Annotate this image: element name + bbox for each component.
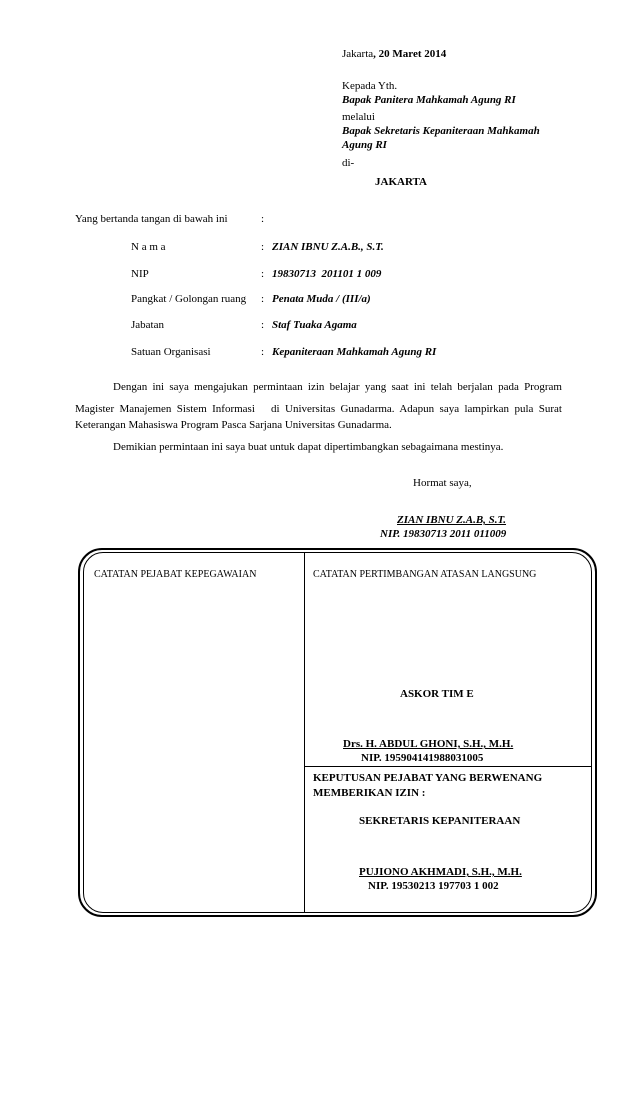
identity-label: Satuan Organisasi: [131, 346, 211, 358]
notes-box-inner-border: [83, 552, 592, 913]
body-line-2: Magister Manajemen Sistem Informasi di Universitas Gunadarma. Adapun saya lampirkan pula Surat: [75, 403, 562, 415]
left-heading: CATATAN PEJABAT KEPEGAWAIAN: [94, 569, 257, 580]
place-date-prefix: Jakarta: [342, 48, 374, 60]
decision-heading-line-1: KEPUTUSAN PEJABAT YANG BERWENANG: [313, 772, 543, 784]
body-paragraph-2: Demikian permintaan ini saya buat untuk dapat dipertimbangkan sebagaimana mestinya.: [113, 441, 504, 453]
via-line-1: Bapak Sekretaris Kepaniteraan Mahkamah: [342, 125, 540, 137]
intro-colon: :: [261, 213, 265, 225]
identity-value-position: Staf Tuaka Agama: [272, 319, 357, 331]
official-name: PUJIONO AKHMADI, S.H., M.H.: [359, 866, 522, 878]
di-label: di-: [342, 157, 355, 169]
identity-label: Jabatan: [131, 319, 164, 331]
intro-label: Yang bertanda tangan di bawah ini: [75, 213, 228, 225]
melalui-label: melalui: [342, 111, 375, 123]
identity-colon: :: [261, 293, 265, 305]
identity-colon: :: [261, 268, 265, 280]
identity-value-nip: 19830713 201101 1 009: [272, 268, 382, 280]
row-divider: [305, 766, 592, 767]
city: JAKARTA: [375, 176, 427, 188]
kepada-label: Kepada Yth.: [342, 80, 398, 92]
identity-value-name: ZIAN IBNU Z.A.B., S.T.: [272, 241, 384, 253]
signer-nip: NIP. 19830713 2011 011009: [380, 528, 507, 540]
supervisor-nip: NIP. 195904141988031005: [361, 752, 484, 764]
decision-heading-line-2: MEMBERIKAN IZIN :: [313, 787, 426, 799]
identity-colon: :: [261, 241, 265, 253]
closing: Hormat saya,: [413, 477, 472, 489]
identity-value-unit: Kepaniteraan Mahkamah Agung RI: [272, 346, 437, 358]
body-line-1: Dengan ini saya mengajukan permintaan izin belajar yang saat ini telah berjalan pada Program: [113, 381, 562, 393]
supervisor-title: ASKOR TIM E: [400, 688, 474, 700]
identity-label: NIP: [131, 268, 149, 280]
place-date: [342, 48, 446, 60]
column-divider: [304, 552, 305, 913]
identity-value-rank: Penata Muda / (III/a): [272, 293, 371, 305]
signer-name: ZIAN IBNU Z.A.B, S.T.: [397, 514, 507, 526]
identity-label: N a m a: [131, 241, 166, 253]
identity-label: Pangkat / Golongan ruang: [131, 293, 247, 305]
official-nip: NIP. 19530213 197703 1 002: [368, 880, 499, 892]
identity-colon: :: [261, 346, 265, 358]
date: , 20 Maret 2014: [373, 48, 447, 60]
right-heading: CATATAN PERTIMBANGAN ATASAN LANGSUNG: [313, 569, 537, 580]
body-line-3: Keterangan Mahasiswa Program Pasca Sarjana Universitas Gunadarma.: [75, 419, 392, 431]
supervisor-name: Drs. H. ABDUL GHONI, S.H., M.H.: [343, 738, 514, 750]
official-title: SEKRETARIS KEPANITERAAN: [359, 815, 521, 827]
identity-colon: :: [261, 319, 265, 331]
via-line-2: Agung RI: [342, 139, 387, 151]
recipient: Bapak Panitera Mahkamah Agung RI: [342, 94, 516, 106]
